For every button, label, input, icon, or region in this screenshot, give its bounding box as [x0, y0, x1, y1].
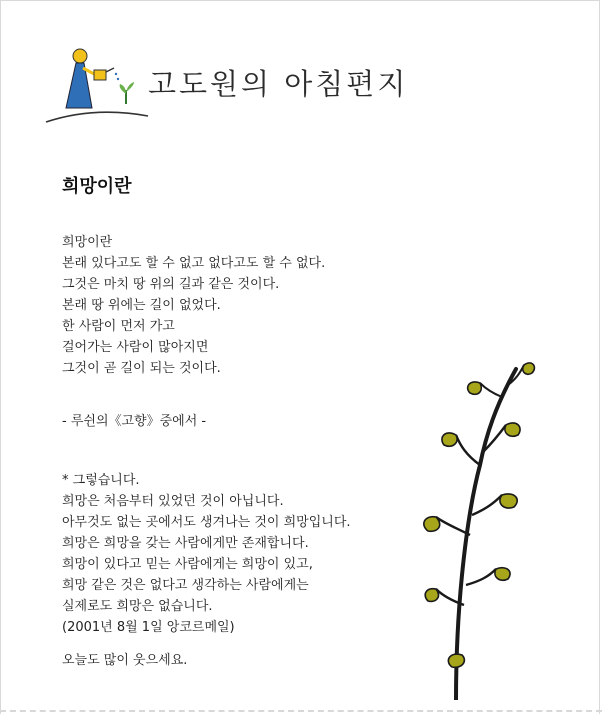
commentary-line: 희망 같은 것은 없다고 생각하는 사람에게는: [62, 578, 309, 593]
poem-block: [62, 232, 325, 379]
poem-line: 한 사람이 먼저 가고: [62, 319, 175, 334]
commentary-line: 아무것도 없는 곳에서도 생겨나는 것이 희망입니다.: [62, 515, 351, 530]
poem-line: 그것은 마치 땅 위의 길과 같은 것이다.: [62, 277, 280, 292]
commentary-line: (2001년 8월 1일 앙코르메일): [62, 620, 235, 635]
woman-watering-sprout-icon: [44, 44, 154, 126]
site-title: 고도원의 아침편지: [148, 67, 409, 101]
poem-line: 걸어가는 사람이 많아지면: [62, 340, 209, 355]
commentary-block: [62, 470, 351, 638]
site-logo[interactable]: [44, 44, 414, 126]
closing-line: 오늘도 많이 웃으세요.: [62, 653, 188, 668]
commentary-line: 실제로도 희망은 없습니다.: [62, 599, 213, 614]
poem-line: 본래 있다고도 할 수 없고 없다고도 할 수 없다.: [62, 256, 326, 271]
closing-block: [62, 650, 187, 671]
commentary-line: 희망은 처음부터 있었던 것이 아닙니다.: [62, 494, 284, 509]
commentary-line: 희망이 있다고 믿는 사람에게는 희망이 있고,: [62, 557, 313, 572]
poem-line: 그것이 곧 길이 되는 것이다.: [62, 361, 221, 376]
poem-line: 희망이란: [62, 235, 113, 250]
post-title: 희망이란: [62, 176, 132, 197]
source-line: - 루쉰의《고향》중에서 -: [62, 414, 207, 429]
commentary-line: * 그렇습니다.: [62, 473, 140, 488]
vine-plant-icon: [420, 355, 540, 700]
poem-line: 본래 땅 위에는 길이 없었다.: [62, 298, 221, 313]
bottom-divider: [0, 710, 602, 712]
source-citation: [62, 411, 206, 432]
commentary-line: 희망은 희망을 갖는 사람에게만 존재합니다.: [62, 536, 309, 551]
